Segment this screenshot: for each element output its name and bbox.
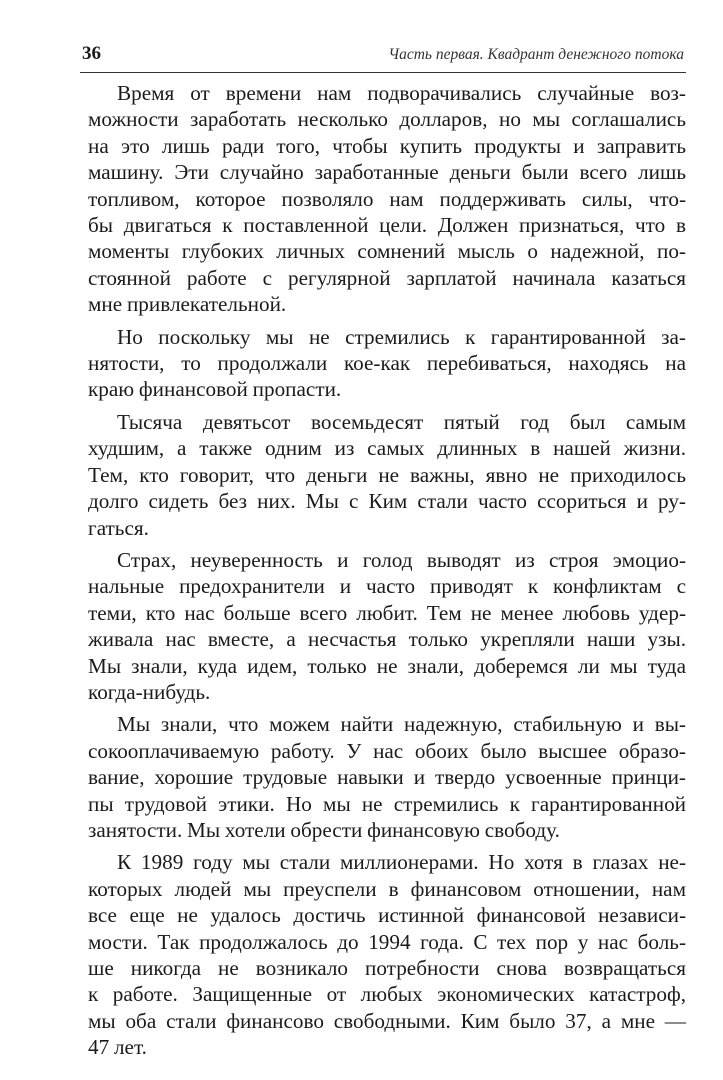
text-line: машину. Эти случайно заработанные деньги были всего лишь [88, 160, 686, 185]
text-line: Мы знали, куда идем, только не знали, доберемся ли мы туда [88, 653, 686, 678]
text-line: ше никогда не возникало потребности снова возвращаться [88, 956, 686, 980]
text-line: Тысяча девятьсот восемьдесят пятый год был самым [117, 409, 686, 434]
text-line: мне привлекательной. [88, 292, 287, 317]
text-line: на это лишь ради того, чтобы купить продукты и заправить [88, 133, 686, 158]
paragraph [88, 409, 686, 541]
text-line: К 1989 году мы стали миллионерами. Но хотя в глазах не- [117, 850, 686, 875]
text-line: Но поскольку мы не стремились к гарантированной за- [117, 324, 686, 349]
text-line: гаться. [88, 515, 149, 540]
text-line: мости. Так продолжалось до 1994 года. С тех пор у нас боль- [88, 929, 686, 954]
text-line: которых людей мы преуспели в финансовом отношении, нам [88, 876, 686, 901]
text-line: занятости. Мы хотели обрести финансовую свободу. [88, 817, 560, 842]
text-line: теми, кто нас больше всего любит. Тем не менее любовь удер- [88, 600, 686, 625]
text-line: можности заработать несколько долларов, но мы соглашались [88, 107, 686, 132]
text-line: живала нас вместе, а несчастья только укрепляли наши узы. [88, 627, 686, 652]
text-line: вание, хорошие трудовые навыки и твердо усвоенные принци- [88, 765, 686, 790]
page-header [80, 42, 686, 73]
text-line: стоянной работе с регулярной зарплатой начинала казаться [88, 265, 686, 290]
text-line: Время от времени нам подворачивались случайные воз- [117, 81, 686, 105]
running-head: Часть первая. Квадрант денежного потока [388, 46, 684, 63]
paragraph [88, 80, 686, 318]
page-number: 36 [82, 43, 101, 64]
text-line: когда-нибудь. [88, 679, 211, 704]
paragraph [88, 547, 686, 705]
text-line: бы двигаться к поставленной цели. Должен признаться, что в [88, 213, 686, 238]
paragraph [88, 711, 686, 843]
text-line: нятости, то продолжали кое-как перебиваться, находясь на [88, 351, 686, 376]
text-line: топливом, которое позволяло нам поддерживать силы, что- [88, 186, 686, 211]
text-line: нальные предохранители и часто приводят к конфликтам с [88, 574, 686, 599]
text-line: Тем, кто говорит, что деньги не важны, явно не приходилось [88, 462, 686, 487]
text-line: Страх, неуверенность и голод выводят из строя эмоцио- [117, 547, 686, 572]
text-line: моменты глубоких личных сомнений мысль о надежной, по- [88, 239, 686, 264]
paragraph [88, 849, 686, 1060]
text-line: краю финансовой пропасти. [88, 377, 342, 402]
paragraph [88, 324, 686, 403]
text-line: долго сидеть без них. Мы с Ким стали часто ссориться и ру- [88, 489, 686, 514]
text-line: пы трудовой этики. Но мы не стремились к гарантированной [88, 791, 686, 816]
text-line: сокооплачиваемую работу. У нас обоих было высшее образо- [88, 738, 686, 763]
text-line: худшим, а также одним из самых длинных в нашей жизни. [88, 436, 686, 461]
text-line: 47 лет. [88, 1035, 147, 1060]
text-line: к работе. Защищенные от любых экономических катастроф, [88, 982, 686, 1007]
text-line: Мы знали, что можем найти надежную, стабильную и вы- [117, 712, 686, 737]
text-line: мы оба стали финансово свободными. Ким было 37, а мне — [88, 1008, 686, 1033]
body-text [88, 80, 686, 1067]
text-line: все еще не удалось достичь истинной финансовой независи- [88, 903, 686, 928]
